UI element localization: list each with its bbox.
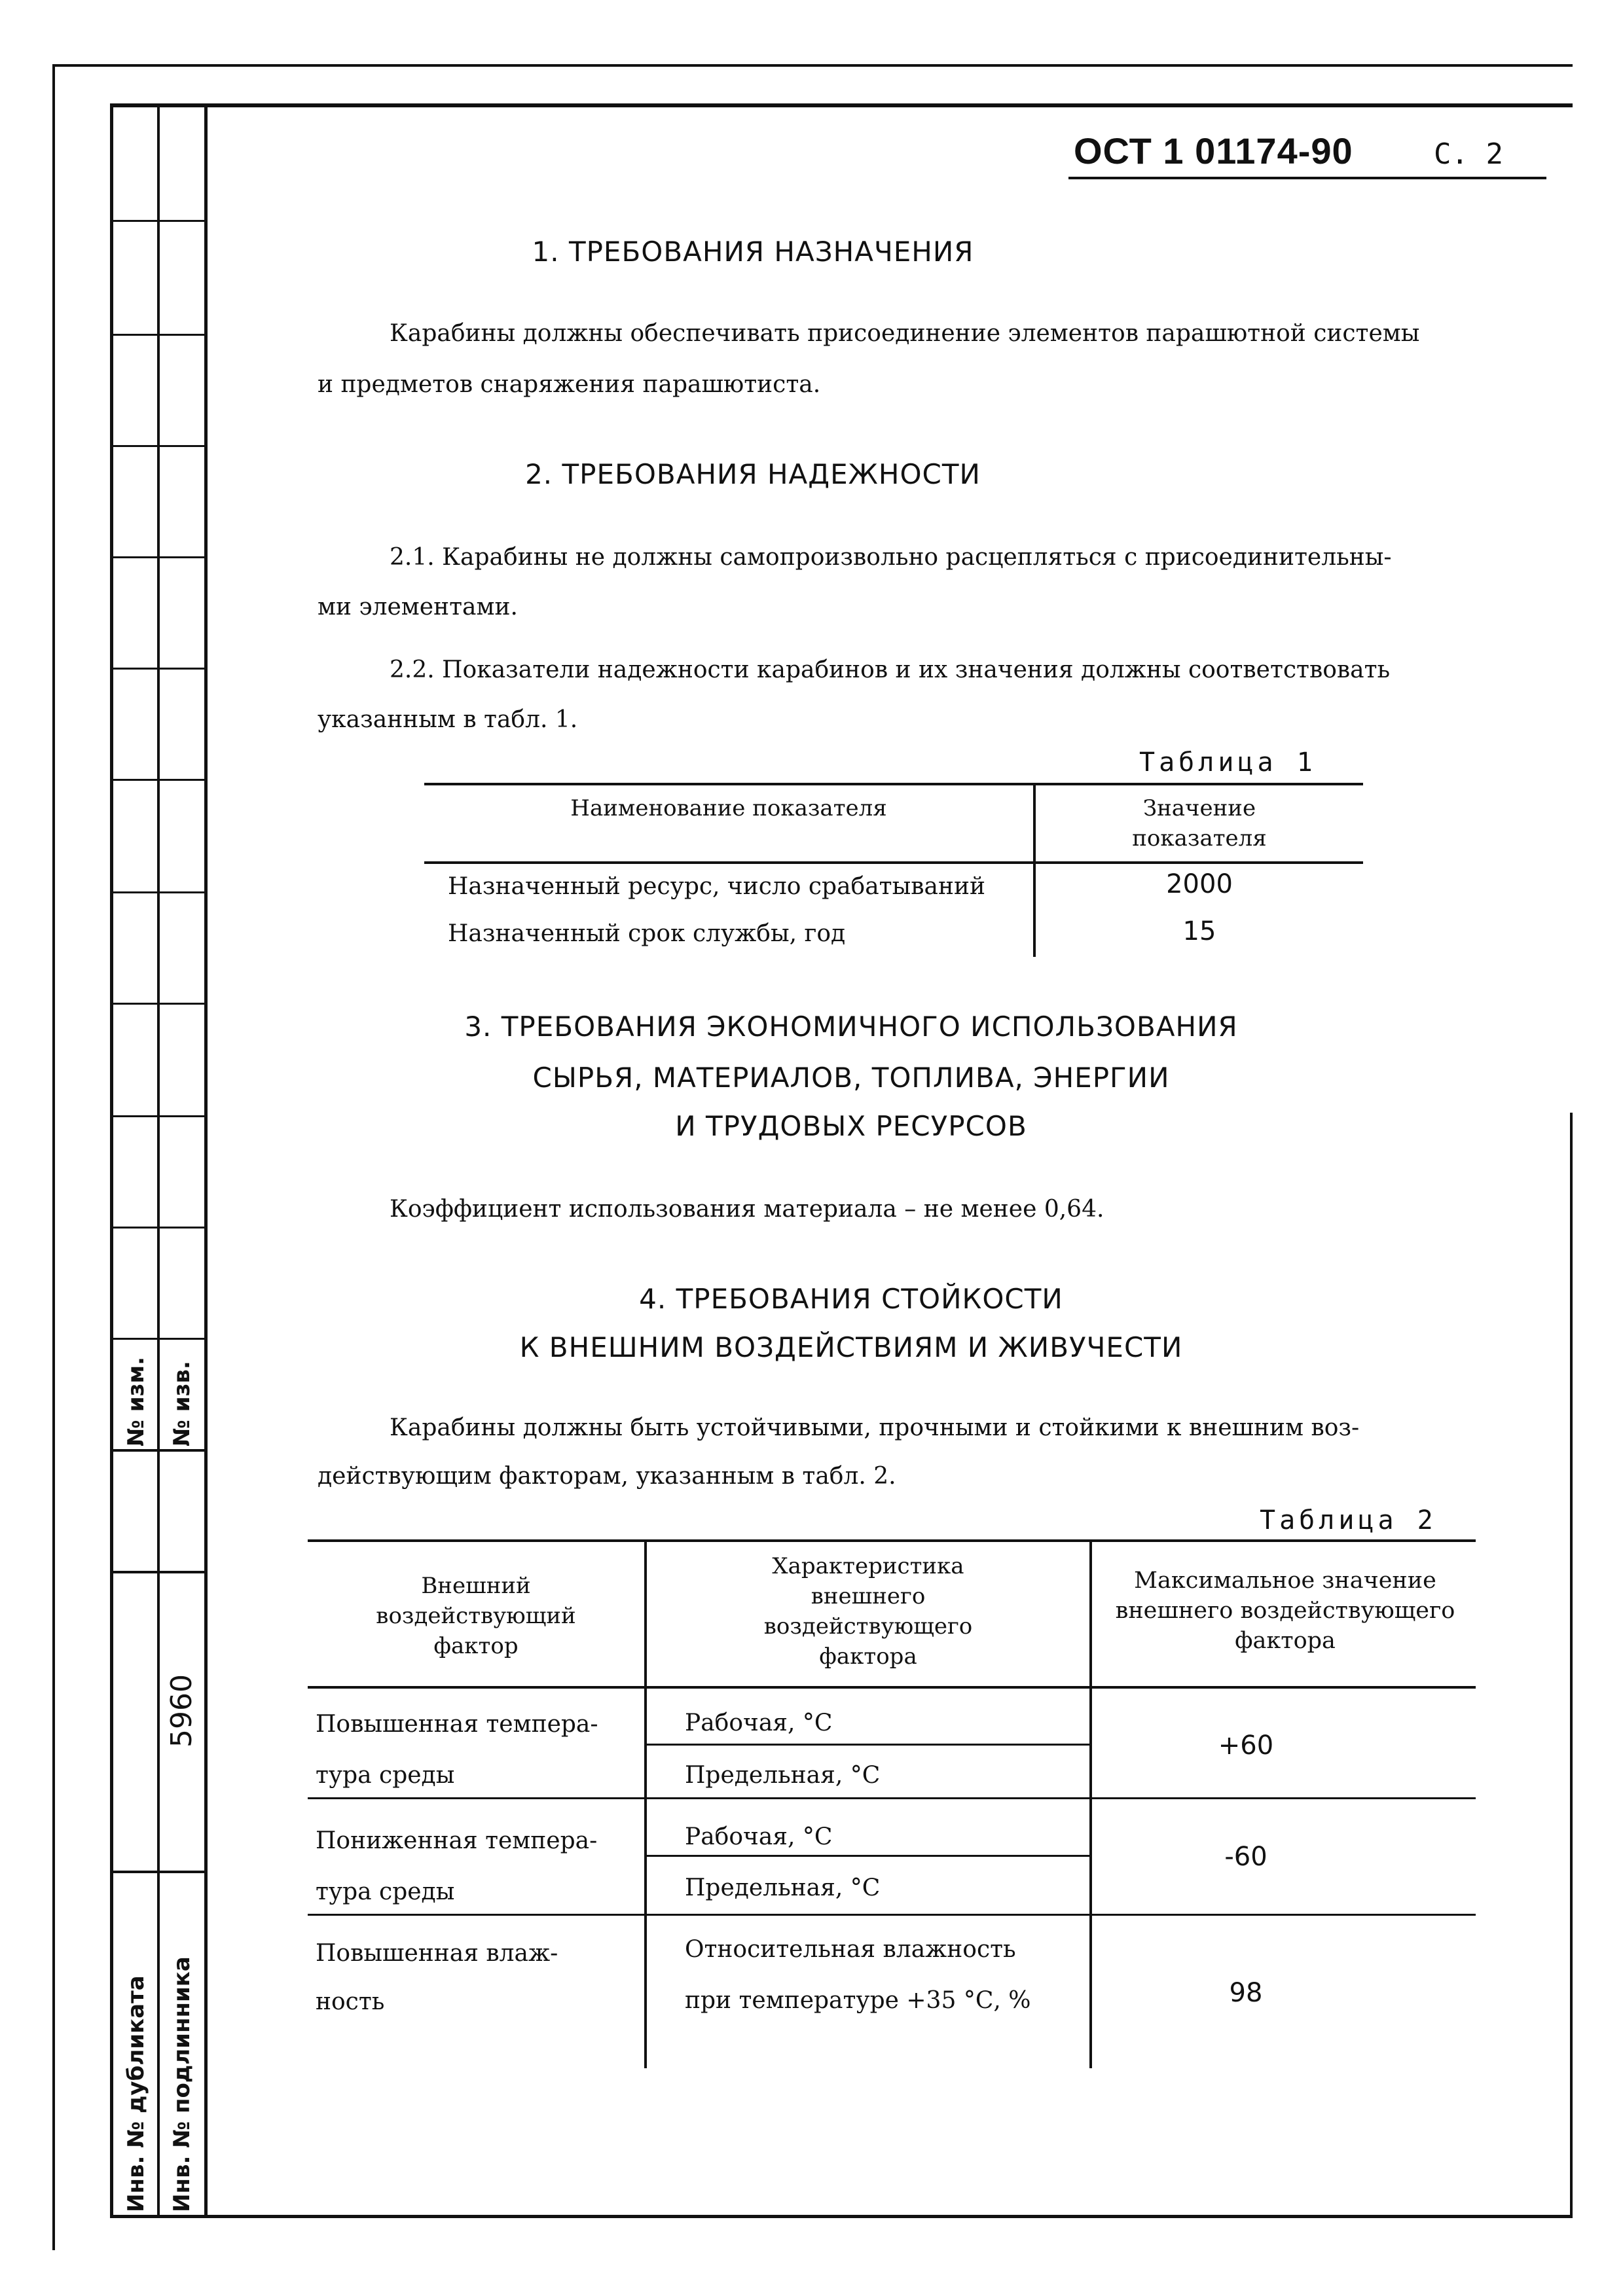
stamp-col-right xyxy=(204,103,208,2217)
table-1-row-2-name: Назначенный срок службы, год xyxy=(448,920,846,947)
stamp-row xyxy=(110,1571,204,1573)
section-3-title-line-2: СЫРЬЯ, МАТЕРИАЛОВ, ТОПЛИВА, ЭНЕРГИИ xyxy=(532,1062,1170,1094)
section-4-line-2: действующим факторам, указанным в табл. 2. xyxy=(318,1463,896,1490)
table-2-header-rule xyxy=(308,1686,1476,1689)
table-1-row-2-value: 15 xyxy=(1182,916,1216,946)
table-2-row-3-factor-line-1: Повышенная влаж- xyxy=(316,1940,558,1967)
table-2-row-1-rule xyxy=(308,1797,1476,1799)
stamp-row xyxy=(110,1338,204,1340)
section-3-paragraph: Коэффициент использования материала – не менее 0,64. xyxy=(390,1196,1104,1223)
section-1-line-1: Карабины должны обеспечивать присоединение элементов парашютной системы xyxy=(390,320,1420,347)
section-3-title-line-3: И ТРУДОВЫХ РЕСУРСОВ xyxy=(675,1110,1027,1142)
table-2-row-1-char-1: Рабочая, °С xyxy=(685,1710,833,1736)
stamp-orig: Инв. № подлинника xyxy=(169,1956,195,2212)
table-2-row-1-inner-rule xyxy=(646,1744,1091,1746)
table-1-header-name: Наименование показателя xyxy=(570,795,887,821)
stamp-row xyxy=(110,1227,204,1229)
stamp-row xyxy=(110,668,204,670)
para-2-2-line-1: 2.2. Показатели надежности карабинов и их значения должны соответствовать xyxy=(390,656,1391,683)
table-2-row-2-value: -60 xyxy=(1224,1842,1267,1872)
table-2-row-1-char-2: Предельная, °С xyxy=(685,1762,881,1789)
frame-right xyxy=(1570,1113,1573,2217)
stamp-row xyxy=(110,891,204,893)
table-2-row-1-factor-line-1: Повышенная темпера- xyxy=(316,1711,598,1738)
stamp-izm: № изм. xyxy=(123,1356,149,1446)
section-3-title-line-1: 3. ТРЕБОВАНИЯ ЭКОНОМИЧНОГО ИСПОЛЬЗОВАНИЯ xyxy=(464,1011,1238,1043)
table-2-row-1-value: +60 xyxy=(1218,1731,1274,1761)
frame-top-outer xyxy=(52,64,1573,67)
table-2-header-max-value: Максимальное значение внешнего воздействующего фактора xyxy=(1115,1568,1455,1654)
stamp-row xyxy=(110,1115,204,1117)
table-2-row-2-char-2: Предельная, °С xyxy=(685,1874,881,1901)
stamp-row xyxy=(110,1871,204,1873)
para-2-2-line-2: указанным в табл. 1. xyxy=(318,706,578,733)
stamp-dup: Инв. № дубликата xyxy=(123,1975,149,2212)
table-1-row-1-name: Назначенный ресурс, число срабатываний xyxy=(448,873,985,900)
stamp-row xyxy=(110,1003,204,1005)
table-2-row-2-inner-rule xyxy=(646,1855,1091,1857)
frame-bottom xyxy=(110,2215,1573,2218)
table-2-row-2-char-1: Рабочая, °С xyxy=(685,1823,833,1850)
stamp-col-left xyxy=(110,103,113,2217)
stamp-row xyxy=(110,334,204,336)
table-1-top-rule xyxy=(424,783,1363,785)
section-1-line-2: и предметов снаряжения парашютиста. xyxy=(318,371,821,398)
section-4-title-line-1: 4. ТРЕБОВАНИЯ СТОЙКОСТИ xyxy=(639,1283,1063,1315)
frame-left-outer xyxy=(52,64,55,2250)
section-4-title-line-2: К ВНЕШНИМ ВОЗДЕЙСТВИЯМ И ЖИВУЧЕСТИ xyxy=(519,1331,1183,1363)
table-2-row-3-value: 98 xyxy=(1229,1978,1263,2008)
table-2-row-1-factor-line-2: тура среды xyxy=(316,1762,455,1789)
table-2-caption: Таблица 2 xyxy=(1260,1505,1437,1535)
table-2-row-3-char-2: при температуре +35 °С, % xyxy=(685,1987,1031,2014)
stamp-number: 5960 xyxy=(165,1674,198,1748)
stamp-izv: № изв. xyxy=(169,1361,195,1446)
table-2-row-2-factor-line-2: тура среды xyxy=(316,1878,455,1905)
para-2-1-line-2: ми элементами. xyxy=(318,594,518,620)
table-2-row-2-rule xyxy=(308,1914,1476,1916)
table-2-header-factor: Внешний воздействующий фактор xyxy=(376,1573,576,1659)
para-2-1-line-1: 2.1. Карабины не должны самопроизвольно расцепляться с присоединительны- xyxy=(390,544,1392,571)
section-4-line-1: Карабины должны быть устойчивыми, прочными и стойкими к внешним воз- xyxy=(390,1414,1360,1441)
document-code: ОСТ 1 01174-90 xyxy=(1074,130,1353,171)
table-1-header-value: Значение показателя xyxy=(1132,795,1267,852)
table-1-row-1-value: 2000 xyxy=(1166,869,1233,899)
frame-top xyxy=(110,103,1573,107)
stamp-row xyxy=(110,779,204,781)
stamp-row xyxy=(110,445,204,447)
stamp-row xyxy=(110,220,204,222)
stamp-row xyxy=(110,1449,204,1452)
table-2-row-3-factor-line-2: ность xyxy=(316,1988,385,2015)
header-underline xyxy=(1068,177,1546,179)
table-2-row-3-char-1: Относительная влажность xyxy=(685,1936,1016,1963)
page-number: С. 2 xyxy=(1434,137,1503,171)
table-2-top-rule xyxy=(308,1539,1476,1542)
table-1-caption: Таблица 1 xyxy=(1139,747,1317,778)
stamp-col-mid xyxy=(157,103,160,2217)
table-1-header-rule xyxy=(424,861,1363,864)
table-2-row-2-factor-line-1: Пониженная темпера- xyxy=(316,1827,598,1854)
stamp-row xyxy=(110,556,204,558)
section-1-title: 1. ТРЕБОВАНИЯ НАЗНАЧЕНИЯ xyxy=(532,236,974,268)
section-2-title: 2. ТРЕБОВАНИЯ НАДЕЖНОСТИ xyxy=(525,458,981,490)
table-2-header-characteristic: Характеристика внешнего воздействующего фактора xyxy=(763,1553,973,1670)
